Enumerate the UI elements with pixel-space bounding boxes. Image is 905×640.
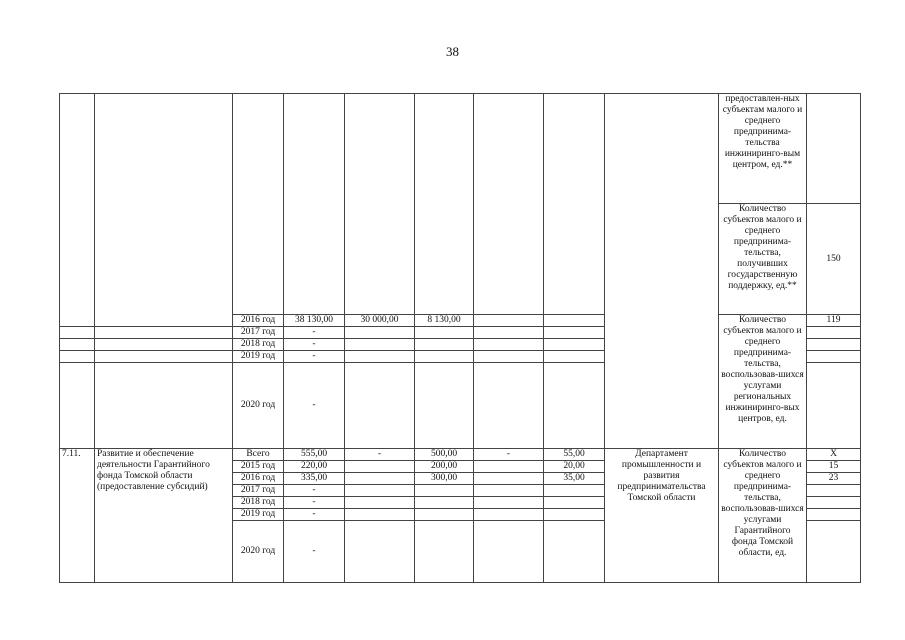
year-cell: 2020 год <box>233 363 284 449</box>
total-cell: - <box>284 351 345 363</box>
year-cell: 2017 год <box>233 485 284 497</box>
year-cell: 2019 год <box>233 351 284 363</box>
executor-cell: Департамент промышленности и развития предпринимательства Томской области <box>605 449 719 583</box>
num-cell <box>60 94 95 327</box>
year-cell: 2019 год <box>233 509 284 521</box>
indicator-value: 15 <box>807 461 861 473</box>
item-name: Развитие и обеспечение деятельности Гарантийного фонда Томской области (предоставление субсидий) <box>95 449 233 583</box>
total-cell: - <box>284 363 345 449</box>
indicator-value: 119 <box>807 315 861 327</box>
year-cell: 2020 год <box>233 521 284 583</box>
indicator-text: Количество субъектов малого и среднего предпринима-тельства, воспользовав-шихся услугами Гарантийного фонда Томской области, ед. <box>719 449 807 583</box>
total-cell: 38 130,00 <box>284 315 345 327</box>
executor-cell <box>605 94 719 449</box>
year-cell: 2016 год <box>233 315 284 327</box>
federal-cell: 30 000,00 <box>345 315 415 327</box>
year-cell: Всего <box>233 449 284 461</box>
indicator-value: X <box>807 449 861 461</box>
year-cell: 2018 год <box>233 497 284 509</box>
total-cell: - <box>284 521 345 583</box>
other-cell: 20,00 <box>544 461 605 473</box>
page-number: 38 <box>446 44 459 59</box>
year-cell <box>233 94 284 315</box>
other-cell: 35,00 <box>544 473 605 485</box>
table-row <box>60 449 861 461</box>
indicator-text: предоставлен-ных субъектам малого и среднего предпринима-тельства инжиниринго-вым центром, ед.** <box>719 94 807 204</box>
total-cell: 555,00 <box>284 449 345 461</box>
total-cell: - <box>284 339 345 351</box>
regional-cell: 500,00 <box>415 449 474 461</box>
regional-cell: 200,00 <box>415 461 474 473</box>
total-cell: 220,00 <box>284 461 345 473</box>
indicator-text: Количество субъектов малого и среднего предпринима-тельства, получивших государственную поддержку, ед.** <box>719 204 807 315</box>
regional-cell: 8 130,00 <box>415 315 474 327</box>
indicator-value <box>807 94 861 204</box>
program-table <box>59 93 861 583</box>
year-cell: 2015 год <box>233 461 284 473</box>
total-cell: - <box>284 485 345 497</box>
table-row <box>60 94 861 204</box>
item-number: 7.11. <box>60 449 95 583</box>
total-cell: 335,00 <box>284 473 345 485</box>
other-cell: 55,00 <box>544 449 605 461</box>
year-cell: 2018 год <box>233 339 284 351</box>
year-cell: 2016 год <box>233 473 284 485</box>
indicator-value: 150 <box>807 204 861 315</box>
federal-cell: - <box>345 449 415 461</box>
total-cell: - <box>284 327 345 339</box>
indicator-value: 23 <box>807 473 861 485</box>
year-cell: 2017 год <box>233 327 284 339</box>
regional-cell: 300,00 <box>415 473 474 485</box>
indicator-text: Количество субъектов малого и среднего предпринима-тельства, воспользовав-шихся услугами региональных инжиниринго-вых центров, ед. <box>719 315 807 449</box>
total-cell: - <box>284 509 345 521</box>
total-cell: - <box>284 497 345 509</box>
name-cell <box>95 94 233 327</box>
local-cell: - <box>474 449 544 461</box>
